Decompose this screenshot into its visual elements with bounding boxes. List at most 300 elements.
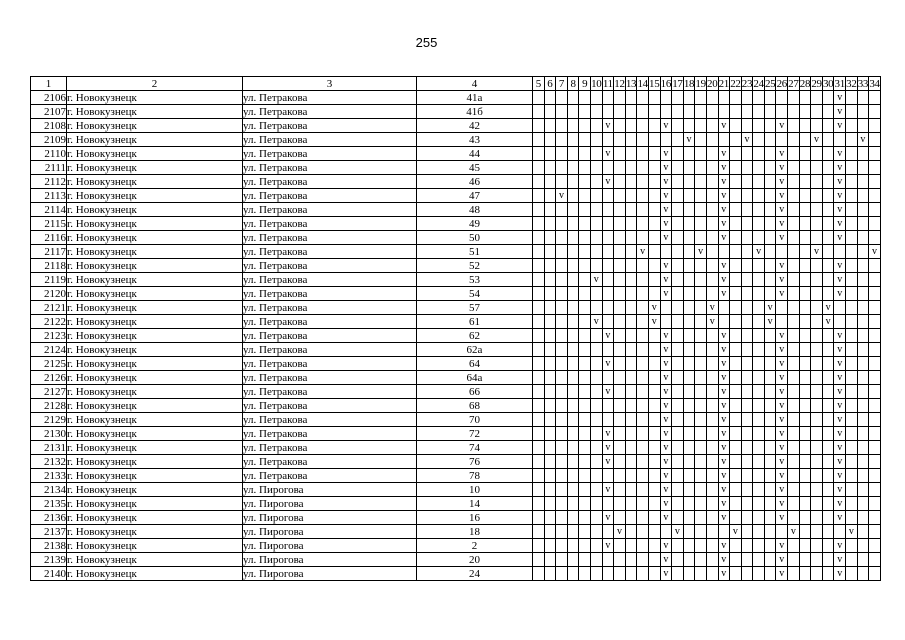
empty-mark-cell [614, 469, 626, 483]
empty-mark-cell [579, 273, 591, 287]
empty-mark-cell [730, 287, 742, 301]
street-cell: ул. Петракова [243, 133, 417, 147]
empty-mark-cell [730, 357, 742, 371]
empty-mark-cell [590, 385, 602, 399]
empty-mark-cell [533, 161, 545, 175]
house-cell: 57 [417, 301, 533, 315]
empty-mark-cell [799, 175, 811, 189]
empty-mark-cell [533, 91, 545, 105]
empty-mark-cell [625, 91, 637, 105]
empty-mark-cell [590, 511, 602, 525]
empty-mark-cell [799, 287, 811, 301]
empty-mark-cell [764, 427, 776, 441]
check-mark-cell: v [602, 455, 614, 469]
empty-mark-cell [764, 217, 776, 231]
check-mark-cell: v [822, 315, 834, 329]
empty-mark-cell [753, 371, 765, 385]
check-mark-cell: v [718, 273, 730, 287]
check-mark-cell: v [660, 441, 672, 455]
check-mark-cell: v [683, 133, 695, 147]
empty-mark-cell [741, 119, 753, 133]
empty-mark-cell [556, 427, 568, 441]
empty-mark-cell [683, 399, 695, 413]
check-mark-cell: v [776, 329, 788, 343]
empty-mark-cell [822, 119, 834, 133]
check-mark-cell: v [776, 483, 788, 497]
empty-mark-cell [556, 147, 568, 161]
empty-mark-cell [544, 161, 556, 175]
street-cell: ул. Петракова [243, 427, 417, 441]
empty-mark-cell [764, 245, 776, 259]
header-col-12: 12 [614, 77, 625, 90]
empty-mark-cell [799, 357, 811, 371]
empty-mark-cell [799, 539, 811, 553]
empty-mark-cell [683, 413, 695, 427]
empty-mark-cell [637, 357, 649, 371]
empty-mark-cell [788, 91, 800, 105]
empty-mark-cell [602, 203, 614, 217]
empty-mark-cell [811, 161, 823, 175]
empty-mark-cell [730, 105, 742, 119]
check-mark-cell: v [660, 483, 672, 497]
empty-mark-cell [718, 91, 730, 105]
house-cell: 41б [417, 105, 533, 119]
street-cell: ул. Петракова [243, 469, 417, 483]
empty-mark-cell [706, 203, 718, 217]
empty-mark-cell [706, 119, 718, 133]
empty-mark-cell [614, 553, 626, 567]
check-mark-cell: v [776, 427, 788, 441]
table-row [31, 385, 881, 399]
table-row [31, 91, 881, 105]
street-cell: ул. Пирогова [243, 553, 417, 567]
empty-mark-cell [695, 553, 707, 567]
empty-mark-cell [533, 133, 545, 147]
empty-mark-cell [811, 399, 823, 413]
empty-mark-cell [788, 287, 800, 301]
row-number-cell: 2140 [31, 567, 67, 581]
header-col-2: 2 [67, 77, 243, 91]
empty-mark-cell [857, 525, 869, 539]
check-mark-cell: v [718, 231, 730, 245]
check-mark-cell: v [672, 525, 684, 539]
empty-mark-cell [683, 539, 695, 553]
empty-mark-cell [788, 259, 800, 273]
empty-mark-cell [869, 483, 881, 497]
empty-mark-cell [822, 511, 834, 525]
empty-mark-cell [706, 469, 718, 483]
empty-mark-cell [556, 497, 568, 511]
table-row [31, 455, 881, 469]
empty-mark-cell [637, 147, 649, 161]
empty-mark-cell [869, 567, 881, 581]
empty-mark-cell [637, 511, 649, 525]
check-mark-cell: v [846, 525, 858, 539]
empty-mark-cell [637, 539, 649, 553]
empty-mark-cell [556, 371, 568, 385]
empty-mark-cell [637, 427, 649, 441]
empty-mark-cell [764, 91, 776, 105]
street-cell: ул. Петракова [243, 189, 417, 203]
empty-mark-cell [533, 287, 545, 301]
empty-mark-cell [788, 175, 800, 189]
table-row [31, 329, 881, 343]
empty-mark-cell [753, 91, 765, 105]
empty-mark-cell [799, 105, 811, 119]
check-mark-cell: v [660, 427, 672, 441]
empty-mark-cell [799, 455, 811, 469]
empty-mark-cell [799, 567, 811, 581]
check-mark-cell: v [706, 315, 718, 329]
empty-mark-cell [822, 399, 834, 413]
empty-mark-cell [822, 217, 834, 231]
empty-mark-cell [625, 273, 637, 287]
empty-mark-cell [741, 539, 753, 553]
empty-mark-cell [683, 455, 695, 469]
empty-mark-cell [614, 413, 626, 427]
house-cell: 49 [417, 217, 533, 231]
empty-mark-cell [811, 413, 823, 427]
empty-mark-cell [567, 245, 579, 259]
empty-mark-cell [544, 301, 556, 315]
house-cell: 62а [417, 343, 533, 357]
empty-mark-cell [579, 287, 591, 301]
check-mark-cell: v [718, 147, 730, 161]
empty-mark-cell [695, 203, 707, 217]
empty-mark-cell [822, 413, 834, 427]
empty-mark-cell [811, 217, 823, 231]
check-mark-cell: v [660, 497, 672, 511]
empty-mark-cell [811, 175, 823, 189]
row-number-cell: 2109 [31, 133, 67, 147]
header-col-9: 9 [579, 77, 591, 91]
empty-mark-cell [695, 441, 707, 455]
empty-mark-cell [556, 231, 568, 245]
row-number-cell: 2123 [31, 329, 67, 343]
empty-mark-cell [567, 161, 579, 175]
street-cell: ул. Петракова [243, 413, 417, 427]
check-mark-cell: v [834, 259, 846, 273]
table-row [31, 119, 881, 133]
empty-mark-cell [857, 343, 869, 357]
empty-mark-cell [579, 357, 591, 371]
row-number-cell: 2114 [31, 203, 67, 217]
empty-mark-cell [648, 105, 660, 119]
empty-mark-cell [614, 189, 626, 203]
empty-mark-cell [846, 301, 858, 315]
empty-mark-cell [730, 469, 742, 483]
empty-mark-cell [753, 273, 765, 287]
empty-mark-cell [869, 133, 881, 147]
check-mark-cell: v [718, 357, 730, 371]
city-cell: г. Новокузнецк [67, 147, 243, 161]
empty-mark-cell [799, 497, 811, 511]
empty-mark-cell [695, 231, 707, 245]
empty-mark-cell [730, 301, 742, 315]
empty-mark-cell [683, 511, 695, 525]
row-number-cell: 2111 [31, 161, 67, 175]
city-cell: г. Новокузнецк [67, 511, 243, 525]
empty-mark-cell [567, 441, 579, 455]
empty-mark-cell [764, 189, 776, 203]
city-cell: г. Новокузнецк [67, 175, 243, 189]
empty-mark-cell [753, 525, 765, 539]
empty-mark-cell [799, 427, 811, 441]
empty-mark-cell [556, 287, 568, 301]
empty-mark-cell [683, 203, 695, 217]
empty-mark-cell [706, 385, 718, 399]
empty-mark-cell [799, 469, 811, 483]
empty-mark-cell [730, 399, 742, 413]
empty-mark-cell [811, 385, 823, 399]
empty-mark-cell [590, 455, 602, 469]
empty-mark-cell [637, 217, 649, 231]
check-mark-cell: v [660, 189, 672, 203]
empty-mark-cell [730, 567, 742, 581]
empty-mark-cell [695, 175, 707, 189]
empty-mark-cell [544, 175, 556, 189]
empty-mark-cell [683, 259, 695, 273]
empty-mark-cell [730, 217, 742, 231]
check-mark-cell: v [718, 413, 730, 427]
empty-mark-cell [753, 511, 765, 525]
empty-mark-cell [730, 259, 742, 273]
empty-mark-cell [625, 105, 637, 119]
table-row [31, 189, 881, 203]
check-mark-cell: v [660, 539, 672, 553]
empty-mark-cell [637, 385, 649, 399]
check-mark-cell: v [776, 357, 788, 371]
house-cell: 62 [417, 329, 533, 343]
empty-mark-cell [637, 231, 649, 245]
empty-mark-cell [811, 343, 823, 357]
check-mark-cell: v [788, 525, 800, 539]
empty-mark-cell [741, 105, 753, 119]
empty-mark-cell [822, 133, 834, 147]
empty-mark-cell [533, 497, 545, 511]
empty-mark-cell [741, 245, 753, 259]
table-row [31, 553, 881, 567]
check-mark-cell: v [660, 553, 672, 567]
empty-mark-cell [648, 525, 660, 539]
city-cell: г. Новокузнецк [67, 427, 243, 441]
empty-mark-cell [822, 175, 834, 189]
empty-mark-cell [695, 357, 707, 371]
empty-mark-cell [637, 273, 649, 287]
empty-mark-cell [614, 343, 626, 357]
check-mark-cell: v [822, 301, 834, 315]
empty-mark-cell [648, 469, 660, 483]
empty-mark-cell [857, 189, 869, 203]
check-mark-cell: v [648, 315, 660, 329]
header-col-21: 21 [718, 77, 729, 90]
empty-mark-cell [579, 483, 591, 497]
check-mark-cell: v [718, 287, 730, 301]
empty-mark-cell [533, 525, 545, 539]
empty-mark-cell [846, 385, 858, 399]
empty-mark-cell [590, 427, 602, 441]
empty-mark-cell [706, 413, 718, 427]
empty-mark-cell [590, 399, 602, 413]
empty-mark-cell [869, 455, 881, 469]
empty-mark-cell [834, 133, 846, 147]
check-mark-cell: v [718, 189, 730, 203]
empty-mark-cell [869, 399, 881, 413]
empty-mark-cell [614, 175, 626, 189]
empty-mark-cell [625, 497, 637, 511]
empty-mark-cell [544, 539, 556, 553]
empty-mark-cell [695, 189, 707, 203]
row-number-cell: 2130 [31, 427, 67, 441]
empty-mark-cell [753, 399, 765, 413]
check-mark-cell: v [602, 511, 614, 525]
header-col-18: 18 [683, 77, 695, 90]
empty-mark-cell [730, 161, 742, 175]
empty-mark-cell [567, 315, 579, 329]
empty-mark-cell [753, 385, 765, 399]
empty-mark-cell [648, 539, 660, 553]
empty-mark-cell [730, 273, 742, 287]
empty-mark-cell [556, 399, 568, 413]
empty-mark-cell [579, 427, 591, 441]
check-mark-cell: v [718, 371, 730, 385]
empty-mark-cell [846, 91, 858, 105]
check-mark-cell: v [602, 357, 614, 371]
empty-mark-cell [544, 329, 556, 343]
empty-mark-cell [753, 175, 765, 189]
house-cell: 43 [417, 133, 533, 147]
empty-mark-cell [857, 329, 869, 343]
empty-mark-cell [822, 161, 834, 175]
row-number-cell: 2113 [31, 189, 67, 203]
empty-mark-cell [567, 147, 579, 161]
check-mark-cell: v [602, 427, 614, 441]
house-cell: 64 [417, 357, 533, 371]
empty-mark-cell [579, 371, 591, 385]
empty-mark-cell [764, 259, 776, 273]
empty-mark-cell [811, 497, 823, 511]
empty-mark-cell [544, 105, 556, 119]
empty-mark-cell [544, 567, 556, 581]
empty-mark-cell [579, 343, 591, 357]
empty-mark-cell [579, 469, 591, 483]
house-cell: 64а [417, 371, 533, 385]
check-mark-cell: v [834, 329, 846, 343]
empty-mark-cell [590, 469, 602, 483]
empty-mark-cell [695, 105, 707, 119]
check-mark-cell: v [753, 245, 765, 259]
empty-mark-cell [637, 203, 649, 217]
empty-mark-cell [764, 511, 776, 525]
empty-mark-cell [683, 273, 695, 287]
city-cell: г. Новокузнецк [67, 413, 243, 427]
empty-mark-cell [567, 469, 579, 483]
empty-mark-cell [846, 147, 858, 161]
check-mark-cell: v [764, 301, 776, 315]
check-mark-cell: v [834, 371, 846, 385]
empty-mark-cell [683, 231, 695, 245]
empty-mark-cell [567, 91, 579, 105]
empty-mark-cell [788, 413, 800, 427]
city-cell: г. Новокузнецк [67, 91, 243, 105]
empty-mark-cell [672, 329, 684, 343]
empty-mark-cell [637, 329, 649, 343]
empty-mark-cell [533, 203, 545, 217]
empty-mark-cell [579, 189, 591, 203]
check-mark-cell: v [590, 273, 602, 287]
street-cell: ул. Петракова [243, 203, 417, 217]
empty-mark-cell [869, 273, 881, 287]
check-mark-cell: v [718, 553, 730, 567]
empty-mark-cell [556, 539, 568, 553]
empty-mark-cell [590, 259, 602, 273]
empty-mark-cell [730, 343, 742, 357]
empty-mark-cell [683, 357, 695, 371]
check-mark-cell: v [602, 385, 614, 399]
row-number-cell: 2134 [31, 483, 67, 497]
empty-mark-cell [614, 427, 626, 441]
empty-mark-cell [741, 161, 753, 175]
empty-mark-cell [869, 161, 881, 175]
empty-mark-cell [590, 301, 602, 315]
empty-mark-cell [660, 133, 672, 147]
empty-mark-cell [706, 287, 718, 301]
empty-mark-cell [741, 329, 753, 343]
empty-mark-cell [672, 385, 684, 399]
city-cell: г. Новокузнецк [67, 105, 243, 119]
check-mark-cell: v [660, 567, 672, 581]
empty-mark-cell [753, 469, 765, 483]
house-cell: 45 [417, 161, 533, 175]
empty-mark-cell [672, 105, 684, 119]
empty-mark-cell [683, 483, 695, 497]
empty-mark-cell [602, 245, 614, 259]
check-mark-cell: v [776, 189, 788, 203]
city-cell: г. Новокузнецк [67, 399, 243, 413]
empty-mark-cell [846, 189, 858, 203]
empty-mark-cell [625, 525, 637, 539]
empty-mark-cell [799, 189, 811, 203]
empty-mark-cell [590, 483, 602, 497]
empty-mark-cell [799, 133, 811, 147]
check-mark-cell: v [776, 175, 788, 189]
empty-mark-cell [706, 245, 718, 259]
table-row [31, 497, 881, 511]
empty-mark-cell [695, 385, 707, 399]
empty-mark-cell [718, 315, 730, 329]
empty-mark-cell [625, 287, 637, 301]
empty-mark-cell [776, 315, 788, 329]
empty-mark-cell [695, 483, 707, 497]
empty-mark-cell [637, 189, 649, 203]
empty-mark-cell [672, 357, 684, 371]
empty-mark-cell [590, 329, 602, 343]
table-row [31, 203, 881, 217]
city-cell: г. Новокузнецк [67, 357, 243, 371]
empty-mark-cell [753, 105, 765, 119]
empty-mark-cell [811, 511, 823, 525]
empty-mark-cell [822, 105, 834, 119]
empty-mark-cell [857, 567, 869, 581]
empty-mark-cell [822, 441, 834, 455]
empty-mark-cell [567, 497, 579, 511]
empty-mark-cell [811, 567, 823, 581]
empty-mark-cell [614, 483, 626, 497]
empty-mark-cell [533, 399, 545, 413]
empty-mark-cell [753, 497, 765, 511]
street-cell: ул. Пирогова [243, 539, 417, 553]
empty-mark-cell [579, 119, 591, 133]
